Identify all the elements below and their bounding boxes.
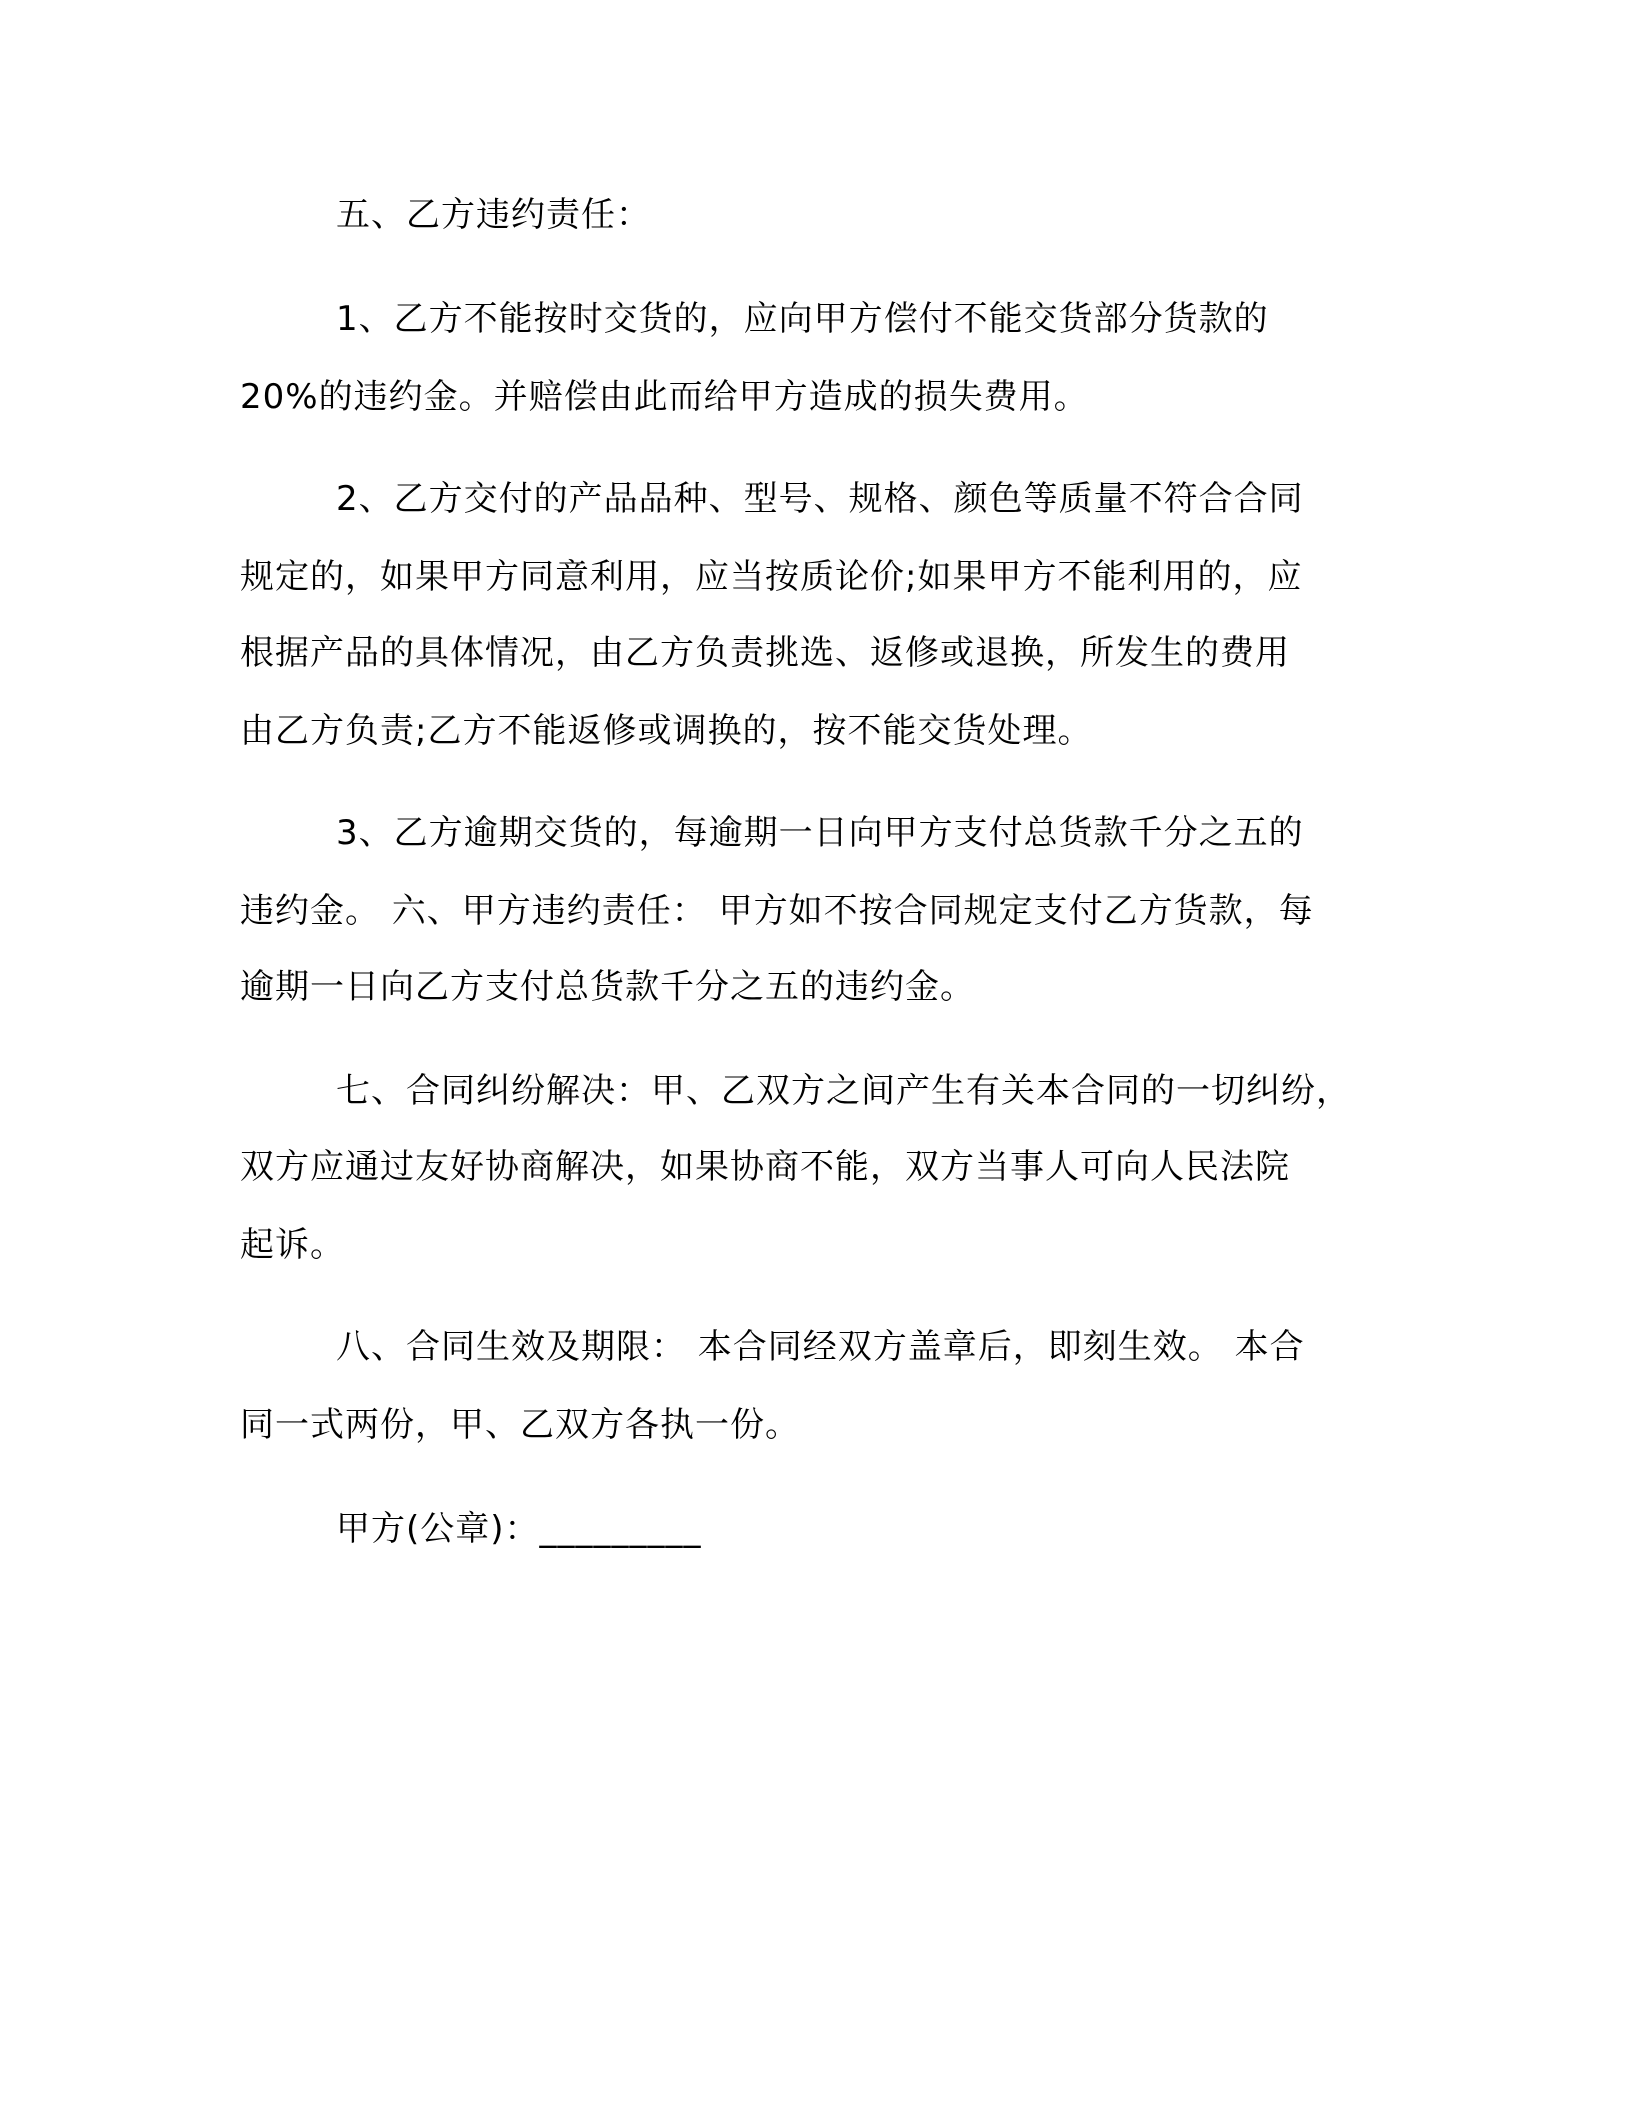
clause-3-line-2: 违约金。 六、甲方违约责任： 甲方如不按合同规定支付乙方货款，每	[240, 891, 1314, 931]
section-7-line-2: 双方应通过友好协商解决，如果协商不能，双方当事人可向人民法院	[240, 1147, 1290, 1187]
clause-2-line-4: 由乙方负责;乙方不能返修或调换的，按不能交货处理。	[240, 711, 1093, 751]
clause-1-line-2: 20%的违约金。并赔偿由此而给甲方造成的损失费用。	[240, 377, 1089, 417]
section-5-heading: 五、乙方违约责任：	[336, 195, 651, 235]
clause-2-line-2: 规定的，如果甲方同意利用，应当按质论价;如果甲方不能利用的，应	[240, 557, 1303, 597]
clause-3-line-3: 逾期一日向乙方支付总货款千分之五的违约金。	[240, 967, 975, 1007]
clause-1-line-1: 1、乙方不能按时交货的，应向甲方偿付不能交货部分货款的	[336, 299, 1269, 339]
section-7-line-1: 七、合同纠纷解决：甲、乙双方之间产生有关本合同的一切纠纷，	[336, 1071, 1351, 1111]
clause-2-line-1: 2、乙方交付的产品品种、型号、规格、颜色等质量不符合合同	[336, 479, 1304, 519]
section-7-line-3: 起诉。	[240, 1225, 345, 1265]
signature-party-a: 甲方(公章)：_________	[336, 1509, 702, 1549]
section-8-line-2: 同一式两份，甲、乙双方各执一份。	[240, 1405, 800, 1445]
section-8-line-1: 八、合同生效及期限： 本合同经双方盖章后，即刻生效。 本合	[336, 1327, 1305, 1367]
clause-3-line-1: 3、乙方逾期交货的，每逾期一日向甲方支付总货款千分之五的	[336, 813, 1304, 853]
document-body	[240, 0, 1390, 2112]
clause-2-line-3: 根据产品的具体情况，由乙方负责挑选、返修或退换，所发生的费用	[240, 633, 1290, 673]
